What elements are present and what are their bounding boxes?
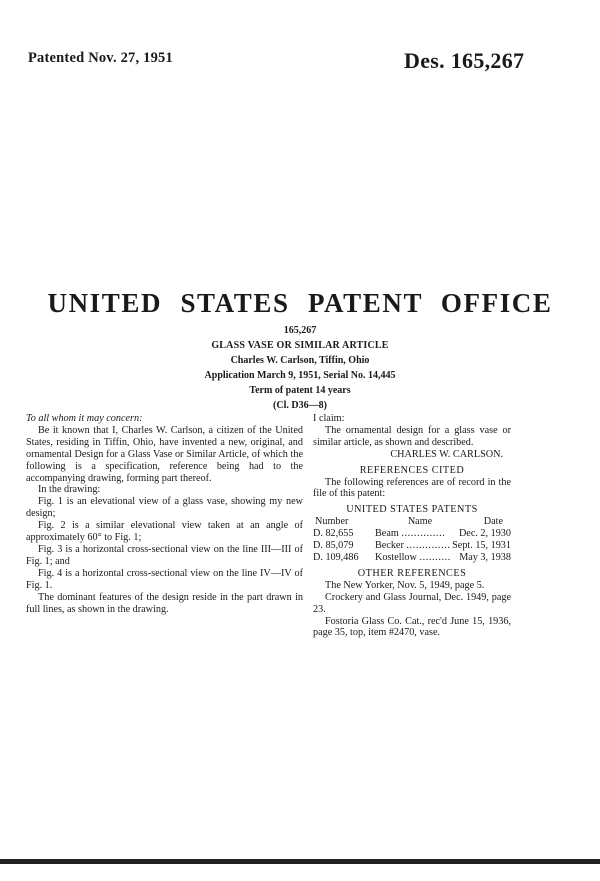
patent-title: GLASS VASE OR SIMILAR ARTICLE xyxy=(211,340,389,351)
application-line: Application March 9, 1951, Serial No. 14,445 xyxy=(204,370,396,381)
references-heading: REFERENCES CITED xyxy=(359,464,465,476)
column-header-number: Number xyxy=(315,516,349,528)
ref-date: Sept. 15, 1931 xyxy=(452,540,511,552)
salutation: To all whom it may concern: xyxy=(26,413,143,424)
ref-name-text: Kostellow xyxy=(375,551,417,563)
spec-paragraph: Fig. 2 is a similar elevational view taken at an angle of approximately 60° to Fig. 1; xyxy=(26,520,303,544)
office-title: UNITED STATES PATENT OFFICE xyxy=(47,288,553,318)
spec-paragraph: Fig. 1 is an elevational view of a glass vase, showing my new design; xyxy=(26,496,303,520)
patent-date: Patented Nov. 27, 1951 xyxy=(28,50,173,66)
inventor-signature: CHARLES W. CARLSON. xyxy=(390,448,503,460)
spec-paragraph: In the drawing: xyxy=(38,484,101,496)
spec-paragraph: The dominant features of the design reside in the part drawn in full lines, as shown in the drawing. xyxy=(26,591,303,615)
table-row xyxy=(313,540,511,552)
other-references-heading: OTHER REFERENCES xyxy=(357,567,467,579)
table-row xyxy=(313,528,511,540)
claim-text: The ornamental design for a glass vase or similar article, as shown and described. xyxy=(313,424,511,448)
classification-line: (Cl. D36—8) xyxy=(273,400,327,411)
ref-name xyxy=(375,540,451,552)
specification-column xyxy=(26,413,303,615)
leader-dots: .............. xyxy=(401,528,446,540)
us-patents-heading: UNITED STATES PATENTS xyxy=(346,504,478,516)
ref-name-text: Beam xyxy=(375,528,399,540)
references-table-header xyxy=(313,516,511,528)
ref-date: Dec. 2, 1930 xyxy=(458,528,511,540)
references-intro: The following references are of record in the file of this patent: xyxy=(313,476,511,500)
other-reference: The New Yorker, Nov. 5, 1949, page 5. xyxy=(325,579,485,591)
ref-date: May 3, 1938 xyxy=(459,551,511,563)
patent-serial: 165,267 xyxy=(283,325,317,336)
column-header-date: Date xyxy=(483,516,503,528)
leader-dots: .......... xyxy=(419,551,451,563)
leader-dots: .............. xyxy=(406,540,451,552)
spec-paragraph: Fig. 3 is a horizontal cross-sectional view on the line III—III of Fig. 1; and xyxy=(26,543,303,567)
ref-name-text: Becker xyxy=(375,540,404,552)
table-row xyxy=(313,552,511,564)
ref-name xyxy=(375,528,446,540)
design-patent-number: Des. 165,267 xyxy=(404,48,525,73)
term-line: Term of patent 14 years xyxy=(249,385,351,396)
other-reference: Crockery and Glass Journal, Dec. 1949, page 23. xyxy=(313,591,511,615)
claims-column xyxy=(313,413,511,639)
ref-name xyxy=(375,551,451,564)
inventor-line: Charles W. Carlson, Tiffin, Ohio xyxy=(230,355,370,366)
ref-number: D. 85,079 xyxy=(313,540,354,552)
ref-number: D. 109,486 xyxy=(313,551,359,563)
ref-number: D. 82,655 xyxy=(313,528,354,540)
bottom-border-rule xyxy=(0,859,600,864)
spec-paragraph: Be it known that I, Charles W. Carlson, a citizen of the United States, residing in Tiffin, Ohio, have invented a new, original, and ornamental Design for a Glass Vase or Similar Article, of which the following is a specification, reference being had to the accompanying drawing, forming part thereof. xyxy=(26,424,303,484)
spec-paragraph: Fig. 4 is a horizontal cross-sectional view on the line IV—IV of Fig. 1. xyxy=(26,567,303,591)
column-header-name: Name xyxy=(407,516,433,528)
claim-intro: I claim: xyxy=(313,413,345,424)
other-reference: Fostoria Glass Co. Cat., rec'd June 15, 1936, page 35, top, item #2470, vase. xyxy=(313,615,511,639)
